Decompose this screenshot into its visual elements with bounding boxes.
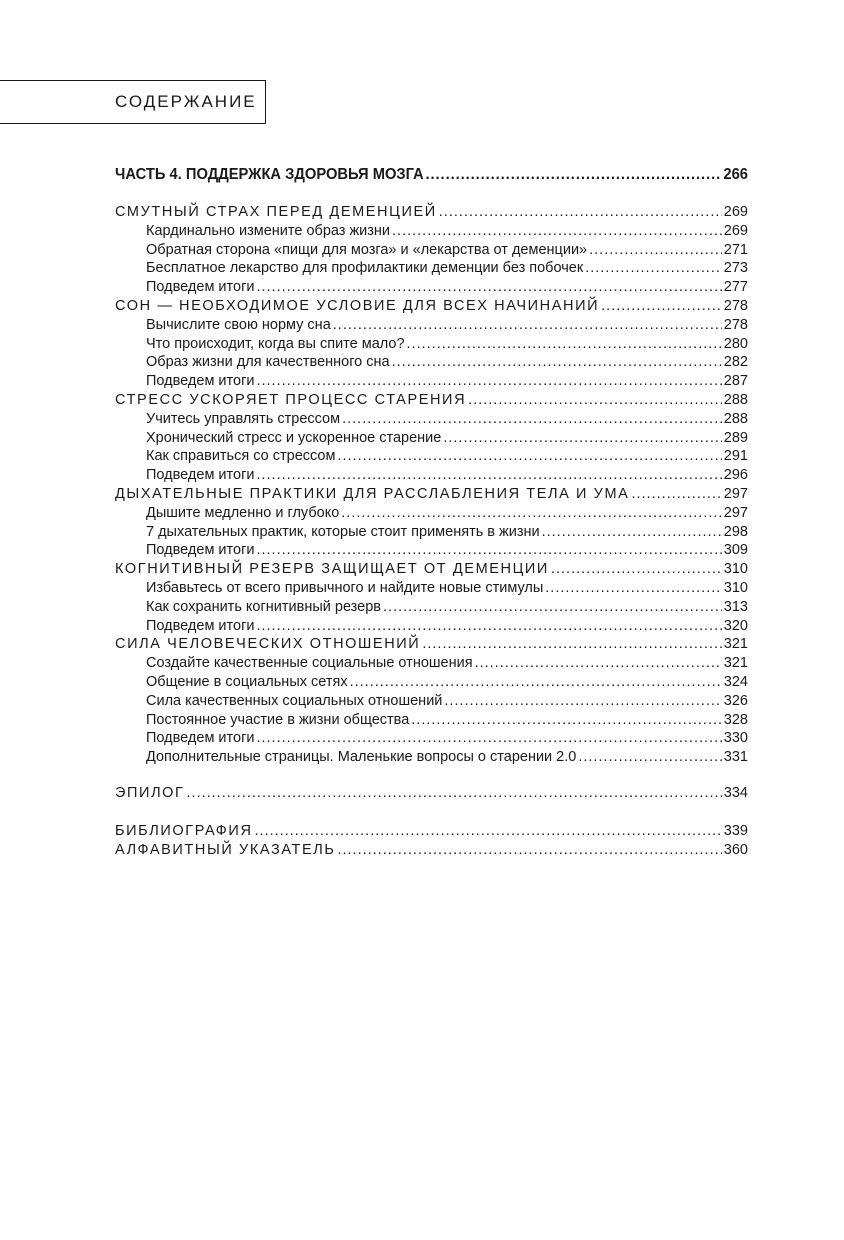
toc-chapter-entry[interactable]: [115, 203, 748, 221]
toc-leader-dots: [542, 523, 722, 541]
toc-entry-title: 7 дыхательных практик, которые стоит применять в жизни: [146, 523, 540, 540]
toc-section-entry[interactable]: [146, 241, 748, 259]
toc-entry-page: 339: [723, 823, 748, 839]
toc-entry-title: Как сохранить когнитивный резерв: [146, 598, 382, 615]
toc-leader-dots: [422, 635, 721, 653]
toc-section-entry[interactable]: [146, 617, 748, 635]
toc-section-entry[interactable]: [146, 692, 748, 710]
toc-entry-page: 321: [723, 655, 748, 672]
toc-entry-page: 310: [723, 580, 748, 596]
toc-entry-page: 310: [723, 561, 748, 578]
toc-entry-title: Дополнительные страницы. Маленькие вопросы о старении 2.0: [146, 749, 577, 766]
toc-entry-title: Подведем итоги: [146, 617, 255, 634]
toc-chapter-entry[interactable]: [115, 391, 748, 409]
toc-entry-title: Обратная сторона «пищи для мозга» и «лекарства от деменции»: [146, 241, 588, 258]
toc-entry-page: 291: [723, 448, 748, 465]
toc-section-entry[interactable]: [146, 429, 748, 447]
toc-entry-title: Как справиться со стрессом: [146, 448, 336, 465]
toc-backmatter-entry[interactable]: [115, 822, 748, 840]
toc-entry-page: 280: [723, 335, 748, 352]
toc-entry-page: 331: [723, 749, 748, 766]
toc-section-entry[interactable]: [146, 673, 748, 691]
toc-part-heading[interactable]: [115, 165, 748, 185]
toc-entry-title: Подведем итоги: [146, 542, 255, 559]
toc-section-entry[interactable]: [146, 335, 748, 353]
toc-entry-title: СМУТНЫЙ СТРАХ ПЕРЕД ДЕМЕНЦИЕЙ: [115, 204, 437, 220]
toc-section-entry[interactable]: [146, 278, 748, 296]
toc-section-entry[interactable]: [146, 504, 748, 522]
toc-section-entry[interactable]: [146, 711, 748, 729]
toc-section-entry[interactable]: [146, 466, 748, 484]
toc-leader-dots: [589, 241, 722, 259]
toc-section-entry[interactable]: [146, 748, 748, 766]
page-title: СОДЕРЖАНИЕ: [115, 92, 257, 111]
toc-leader-dots: [392, 222, 722, 240]
toc-leader-dots: [256, 617, 721, 635]
toc-entry-page: 321: [723, 636, 748, 653]
toc-leader-dots: [341, 504, 722, 522]
toc-leader-dots: [439, 203, 722, 221]
toc-entry-title: Дышите медленно и глубоко: [146, 504, 340, 521]
toc-entry-page: 360: [723, 842, 748, 858]
toc-entry-title: СИЛА ЧЕЛОВЕЧЕСКИХ ОТНОШЕНИЙ: [115, 636, 421, 653]
toc-leader-dots: [475, 654, 722, 672]
toc-section-entry[interactable]: [146, 579, 748, 597]
toc-entry-title: СТРЕСС УСКОРЯЕТ ПРОЦЕСС СТАРЕНИЯ: [115, 392, 467, 408]
toc-entry-title: Бесплатное лекарство для профилактики деменции без побочек: [146, 260, 584, 277]
toc-entry-page: 313: [723, 598, 748, 615]
toc-leader-dots: [255, 822, 722, 840]
toc-leader-dots: [256, 466, 721, 484]
toc-section-entry[interactable]: [146, 447, 748, 465]
toc-entry-page: 288: [723, 410, 748, 427]
toc-chapter-entry[interactable]: [115, 297, 748, 315]
toc-section-entry[interactable]: [146, 654, 748, 672]
toc-entry-page: 328: [723, 711, 748, 728]
toc-backmatter-entry[interactable]: [115, 784, 748, 802]
toc-entry-title: Кардинально измените образ жизни: [146, 222, 391, 239]
toc-entry-page: 269: [723, 222, 748, 239]
toc-entry-page: 277: [723, 279, 748, 296]
toc-entry-title: Образ жизни для качественного сна: [146, 354, 390, 371]
toc-leader-dots: [578, 748, 721, 766]
toc-entry-page: 288: [723, 392, 748, 408]
toc-entry-page: 330: [723, 730, 748, 747]
toc-entry-page: 271: [723, 241, 748, 258]
toc-entry-title: Подведем итоги: [146, 467, 255, 484]
toc-leader-dots: [256, 541, 721, 559]
toc-entry-page: 282: [723, 354, 748, 371]
toc-leader-dots: [350, 673, 722, 691]
toc-chapter-entry[interactable]: [115, 635, 748, 653]
toc-entry-title: Подведем итоги: [146, 373, 255, 390]
toc-section-entry[interactable]: [146, 353, 748, 371]
toc-entry-page: 298: [723, 523, 748, 540]
toc-entry-page: 326: [723, 692, 748, 709]
toc-entry-title: ЭПИЛОГ: [115, 785, 185, 801]
toc-entry-title: БИБЛИОГРАФИЯ: [115, 823, 253, 839]
toc-leader-dots: [601, 297, 722, 315]
toc-leader-dots: [545, 579, 722, 597]
toc-entry-title: Создайте качественные социальные отношения: [146, 655, 473, 672]
toc-chapter-entry[interactable]: [115, 485, 748, 503]
toc-leader-dots: [407, 335, 722, 353]
toc-part-title: ЧАСТЬ 4. ПОДДЕРЖКА ЗДОРОВЬЯ МОЗГА: [115, 166, 424, 183]
toc-entry-page: 278: [723, 316, 748, 333]
toc-entry-title: Подведем итоги: [146, 730, 255, 747]
toc-entry-title: Хронический стресс и ускоренное старение: [146, 429, 442, 446]
toc-entry-title: Что происходит, когда вы спите мало?: [146, 335, 405, 352]
toc-entry-page: 287: [723, 373, 748, 390]
toc-entry-title: Сила качественных социальных отношений: [146, 692, 443, 709]
toc-leader-dots: [383, 598, 722, 616]
toc-chapter-entry[interactable]: [115, 560, 748, 578]
toc-entry-title: Подведем итоги: [146, 279, 255, 296]
toc-section-entry[interactable]: [146, 222, 748, 240]
toc-entry-page: 320: [723, 617, 748, 634]
toc-section-entry[interactable]: [146, 410, 748, 428]
toc-entry-title: Постоянное участие в жизни общества: [146, 711, 410, 728]
toc-part-page: 266: [723, 166, 748, 183]
toc-leader-dots: [411, 711, 722, 729]
toc-entry-page: 296: [723, 467, 748, 484]
toc-entry-page: 297: [723, 486, 748, 502]
toc-entry-title: Общение в социальных сетях: [146, 674, 348, 690]
toc-leader-dots: [468, 391, 722, 409]
toc-entry-page: 324: [723, 674, 748, 690]
toc-leader-dots: [337, 447, 721, 465]
toc-section-entry[interactable]: [146, 729, 748, 747]
toc-entry-title: СОН — НЕОБХОДИМОЕ УСЛОВИЕ ДЛЯ ВСЕХ НАЧИНАНИЙ: [115, 298, 600, 314]
toc-leader-dots: [551, 560, 722, 578]
toc-leader-dots: [187, 784, 722, 802]
toc-entry-title: Учитесь управлять стрессом: [146, 410, 341, 427]
toc-leader-dots: [426, 165, 722, 185]
toc-leader-dots: [444, 692, 721, 710]
toc-entry-page: 334: [723, 785, 748, 801]
toc-leader-dots: [256, 372, 721, 390]
toc-entry-title: АЛФАВИТНЫЙ УКАЗАТЕЛЬ: [115, 842, 336, 858]
toc-entry-title: ДЫХАТЕЛЬНЫЕ ПРАКТИКИ ДЛЯ РАССЛАБЛЕНИЯ ТЕЛА И УМА: [115, 486, 630, 502]
toc-entry-page: 297: [723, 504, 748, 521]
toc-entry-page: 309: [723, 542, 748, 559]
toc-entry-page: 273: [723, 260, 748, 277]
toc-leader-dots: [342, 410, 722, 428]
toc-leader-dots: [337, 841, 721, 859]
toc-section-entry[interactable]: [146, 598, 748, 616]
toc-section-entry[interactable]: [146, 541, 748, 559]
toc-section-entry[interactable]: [146, 316, 748, 334]
toc-entry-title: Избавьтесь от всего привычного и найдите новые стимулы: [146, 580, 544, 596]
toc-entry-title: Вычислите свою норму сна: [146, 316, 331, 333]
toc-leader-dots: [392, 353, 722, 371]
toc-entry-page: 289: [723, 429, 748, 446]
toc-entry-title: КОГНИТИВНЫЙ РЕЗЕРВ ЗАЩИЩАЕТ ОТ ДЕМЕНЦИИ: [115, 561, 549, 578]
toc-section-entry[interactable]: [146, 372, 748, 390]
toc-entry-page: 269: [723, 204, 748, 220]
toc-leader-dots: [585, 259, 722, 277]
toc-leader-dots: [333, 316, 722, 334]
toc-leader-dots: [256, 729, 721, 747]
toc-entry-page: 278: [723, 298, 748, 314]
toc-backmatter-entry[interactable]: [115, 841, 748, 859]
toc-section-entry[interactable]: [146, 259, 748, 277]
toc-section-entry[interactable]: [146, 523, 748, 541]
toc-leader-dots: [631, 485, 721, 503]
toc-leader-dots: [256, 278, 721, 296]
toc-leader-dots: [443, 429, 721, 447]
